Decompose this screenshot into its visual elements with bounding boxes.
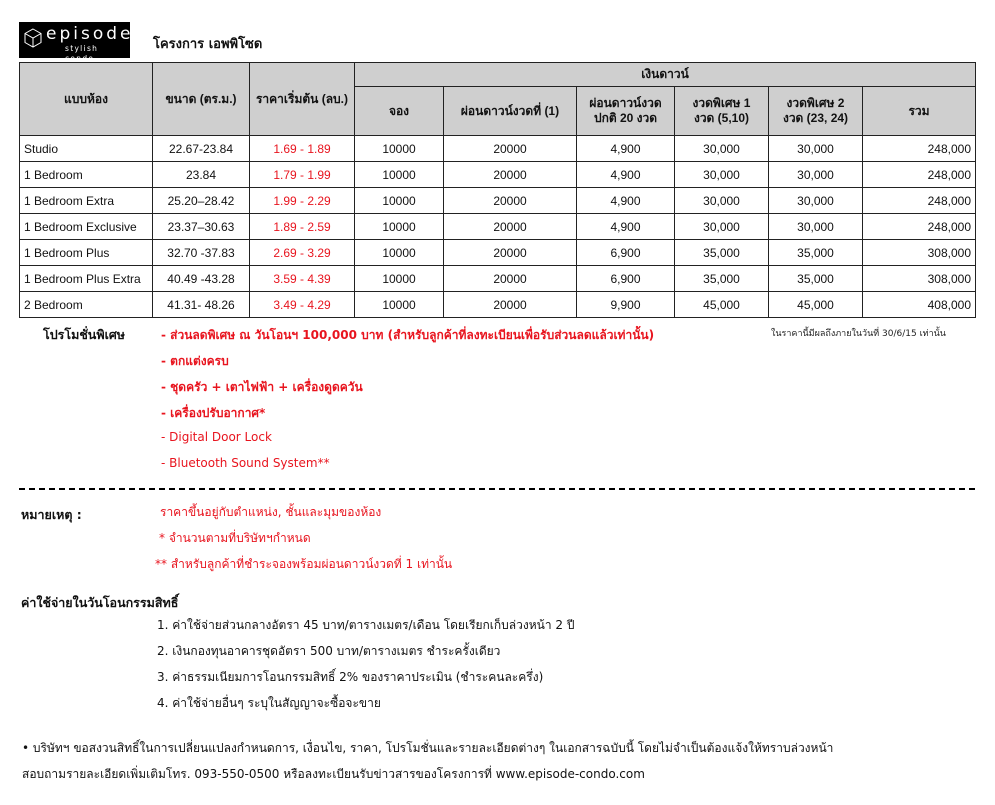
cell-price: 3.59 - 4.39 <box>250 266 355 292</box>
dashed-divider <box>19 488 975 490</box>
cell-total: 248,000 <box>863 214 976 240</box>
cell-installment-1: 20000 <box>444 214 577 240</box>
promotion-item: - ชุดครัว + เตาไฟฟ้า + เครื่องดูดควัน <box>161 380 363 394</box>
cell-installment-1: 20000 <box>444 240 577 266</box>
fee-item: 4. ค่าใช้จ่ายอื่นๆ ระบุในสัญญาจะซื้อจะขาย <box>157 696 381 710</box>
cell-regular-down: 6,900 <box>577 240 675 266</box>
cell-unit-type: 1 Bedroom <box>20 162 153 188</box>
cell-price: 2.69 - 3.29 <box>250 240 355 266</box>
table-row <box>20 292 976 318</box>
header-unit-type: แบบห้อง <box>20 63 153 136</box>
cell-special-1: 30,000 <box>675 136 769 162</box>
cell-price: 1.69 - 1.89 <box>250 136 355 162</box>
cell-installment-1: 20000 <box>444 292 577 318</box>
cell-regular-down: 4,900 <box>577 188 675 214</box>
cell-special-1: 30,000 <box>675 214 769 240</box>
cell-regular-down: 9,900 <box>577 292 675 318</box>
cell-special-2: 35,000 <box>769 240 863 266</box>
remark-item: * จำนวนตามที่บริษัทฯกำหนด <box>159 531 311 545</box>
cell-special-2: 45,000 <box>769 292 863 318</box>
cell-total: 248,000 <box>863 162 976 188</box>
cell-booking: 10000 <box>355 136 444 162</box>
table-row <box>20 162 976 188</box>
cell-price: 1.89 - 2.59 <box>250 214 355 240</box>
cell-booking: 10000 <box>355 214 444 240</box>
cell-regular-down: 4,900 <box>577 162 675 188</box>
cell-size: 22.67-23.84 <box>153 136 250 162</box>
cell-special-1: 35,000 <box>675 240 769 266</box>
cell-size: 23.37–30.63 <box>153 214 250 240</box>
fee-item: 2. เงินกองทุนอาคารชุดอัตรา 500 บาท/ตารางเมตร ชำระครั้งเดียว <box>157 644 501 658</box>
cell-size: 40.49 -43.28 <box>153 266 250 292</box>
promotion-item: - Bluetooth Sound System** <box>161 456 330 470</box>
cell-price: 3.49 - 4.29 <box>250 292 355 318</box>
cell-size: 25.20–28.42 <box>153 188 250 214</box>
cell-special-2: 35,000 <box>769 266 863 292</box>
remark-item: ราคาขึ้นอยู่กับตำแหน่ง, ชั้นและมุมของห้อง <box>160 505 382 519</box>
cube-logo-icon <box>23 28 43 48</box>
cell-price: 1.99 - 2.29 <box>250 188 355 214</box>
cell-special-1: 30,000 <box>675 162 769 188</box>
cell-installment-1: 20000 <box>444 162 577 188</box>
header-regular-down: ผ่อนดาวน์งวด ปกติ 20 งวด <box>577 87 675 136</box>
cell-total: 248,000 <box>863 136 976 162</box>
cell-size: 32.70 -37.83 <box>153 240 250 266</box>
cell-size: 41.31- 48.26 <box>153 292 250 318</box>
table-row <box>20 266 976 292</box>
table-row <box>20 188 976 214</box>
logo-wordmark: episode <box>46 24 134 44</box>
remarks-heading: หมายเหตุ : <box>21 507 82 522</box>
project-title: โครงการ เอพพิโซด <box>153 37 263 52</box>
cell-special-1: 45,000 <box>675 292 769 318</box>
promotion-item: - Digital Door Lock <box>161 430 272 444</box>
cell-unit-type: Studio <box>20 136 153 162</box>
transfer-fees-heading: ค่าใช้จ่ายในวันโอนกรรมสิทธิ์ <box>21 595 179 610</box>
header-installment-1: ผ่อนดาวน์งวดที่ (1) <box>444 87 577 136</box>
cell-booking: 10000 <box>355 188 444 214</box>
cell-regular-down: 4,900 <box>577 214 675 240</box>
promotion-item: - ตกแต่งครบ <box>161 354 229 368</box>
cell-special-2: 30,000 <box>769 188 863 214</box>
table-row <box>20 240 976 266</box>
cell-special-2: 30,000 <box>769 162 863 188</box>
contact-text: สอบถามรายละเอียดเพิ่มเติมโทร. 093-550-0500 หรือลงทะเบียนรับข่าวสารของโครงการที่ www.episode-condo.com <box>22 767 645 781</box>
header-down-payment: เงินดาวน์ <box>355 63 976 87</box>
cell-installment-1: 20000 <box>444 266 577 292</box>
cell-regular-down: 4,900 <box>577 136 675 162</box>
fee-item: 3. ค่าธรรมเนียมการโอนกรรมสิทธิ์ 2% ของราคาประเมิน (ชำระคนละครึ่ง) <box>157 670 544 684</box>
price-validity-note: ในราคานี้มีผลถึงภายในวันที่ 30/6/15 เท่านั้น <box>771 329 946 339</box>
header-total: รวม <box>863 87 976 136</box>
table-row <box>20 136 976 162</box>
logo-tagline: stylish condo <box>65 44 99 63</box>
header-size: ขนาด (ตร.ม.) <box>153 63 250 136</box>
cell-booking: 10000 <box>355 162 444 188</box>
cell-booking: 10000 <box>355 266 444 292</box>
cell-special-2: 30,000 <box>769 214 863 240</box>
cell-price: 1.79 - 1.99 <box>250 162 355 188</box>
cell-unit-type: 1 Bedroom Exclusive <box>20 214 153 240</box>
cell-total: 308,000 <box>863 266 976 292</box>
cell-regular-down: 6,900 <box>577 266 675 292</box>
cell-unit-type: 2 Bedroom <box>20 292 153 318</box>
header-booking: จอง <box>355 87 444 136</box>
cell-unit-type: 1 Bedroom Extra <box>20 188 153 214</box>
cell-booking: 10000 <box>355 240 444 266</box>
cell-booking: 10000 <box>355 292 444 318</box>
header-special-2: งวดพิเศษ 2 งวด (23, 24) <box>769 87 863 136</box>
cell-special-1: 35,000 <box>675 266 769 292</box>
header-start-price: ราคาเริ่มต้น (ลบ.) <box>250 63 355 136</box>
table-row <box>20 214 976 240</box>
promotion-item: - ส่วนลดพิเศษ ณ วันโอนฯ 100,000 บาท (สำหรับลูกค้าที่ลงทะเบียนเพื่อรับส่วนลดแล้วเท่านั้น) <box>161 328 655 342</box>
remark-item: ** สำหรับลูกค้าที่ชำระจองพร้อมผ่อนดาวน์งวดที่ 1 เท่านั้น <box>155 557 453 571</box>
header-special-1: งวดพิเศษ 1 งวด (5,10) <box>675 87 769 136</box>
disclaimer-text: • บริษัทฯ ขอสงวนสิทธิ์ในการเปลี่ยนแปลงกำหนดการ, เงื่อนไข, ราคา, โปรโมชั่นและรายละเอียดต่างๆ ในเอกสารฉบับนี้ โดยไม่จำเป็นต้องแจ้งให้ทราบล่วงหน้า <box>22 741 834 755</box>
cell-total: 408,000 <box>863 292 976 318</box>
fee-item: 1. ค่าใช้จ่ายส่วนกลางอัตรา 45 บาท/ตารางเมตร/เดือน โดยเรียกเก็บล่วงหน้า 2 ปี <box>157 618 575 632</box>
cell-installment-1: 20000 <box>444 188 577 214</box>
cell-special-2: 30,000 <box>769 136 863 162</box>
promotion-item: - เครื่องปรับอากาศ* <box>161 406 266 420</box>
price-table <box>19 62 976 318</box>
promotion-heading: โปรโมชั่นพิเศษ <box>43 327 126 342</box>
cell-total: 248,000 <box>863 188 976 214</box>
cell-special-1: 30,000 <box>675 188 769 214</box>
cell-unit-type: 1 Bedroom Plus <box>20 240 153 266</box>
cell-installment-1: 20000 <box>444 136 577 162</box>
cell-unit-type: 1 Bedroom Plus Extra <box>20 266 153 292</box>
cell-total: 308,000 <box>863 240 976 266</box>
cell-size: 23.84 <box>153 162 250 188</box>
episode-logo <box>19 22 134 63</box>
